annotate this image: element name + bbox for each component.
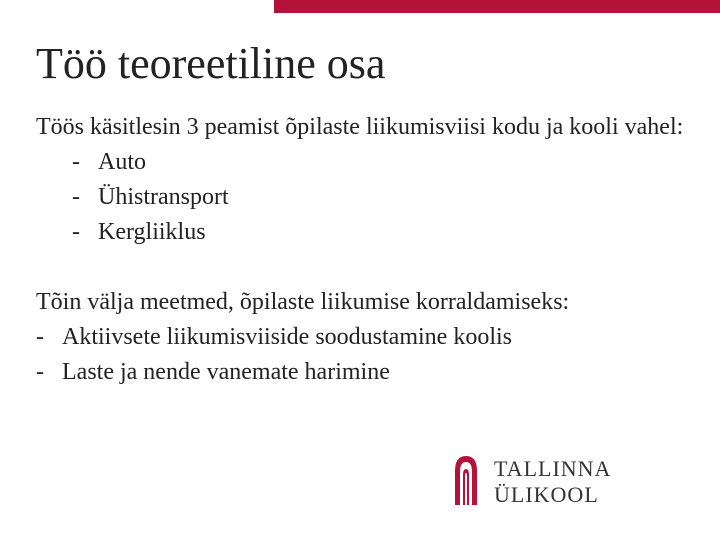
list-item-label: Laste ja nende vanemate harimine [62, 359, 390, 385]
list-item [36, 320, 696, 355]
list-item-label: Kergliiklus [98, 219, 206, 245]
list-dash: - [72, 149, 80, 175]
list-item-label: Auto [98, 149, 146, 175]
list-item-label: Aktiivsete liikumisviiside soodustamine koolis [62, 324, 512, 350]
transport-modes-list [36, 145, 696, 250]
list-dash: - [36, 359, 44, 385]
intro-text: Töös käsitlesin 3 peamist õpilaste liikumisviisi kodu ja kooli vahel: [36, 114, 684, 140]
list-dash: - [72, 219, 80, 245]
list-item-label: Ühistransport [98, 184, 229, 210]
slide-body [36, 110, 696, 390]
list-dash: - [72, 184, 80, 210]
spacer [36, 250, 696, 285]
university-arch-logo-icon [452, 453, 480, 512]
list-dash: - [36, 324, 44, 350]
slide-title: Töö teoreetiline osa [36, 39, 386, 88]
measures-intro-text: Tõin välja meetmed, õpilaste liikumise korraldamiseks: [36, 289, 570, 315]
university-logo [452, 452, 712, 512]
measures-list [36, 320, 696, 390]
list-item [72, 215, 696, 250]
list-item [36, 355, 696, 390]
list-item [72, 145, 696, 180]
list-item [72, 180, 696, 215]
top-accent-bar [274, 0, 720, 13]
university-name: TALLINNA ÜLIKOOL [494, 456, 611, 507]
